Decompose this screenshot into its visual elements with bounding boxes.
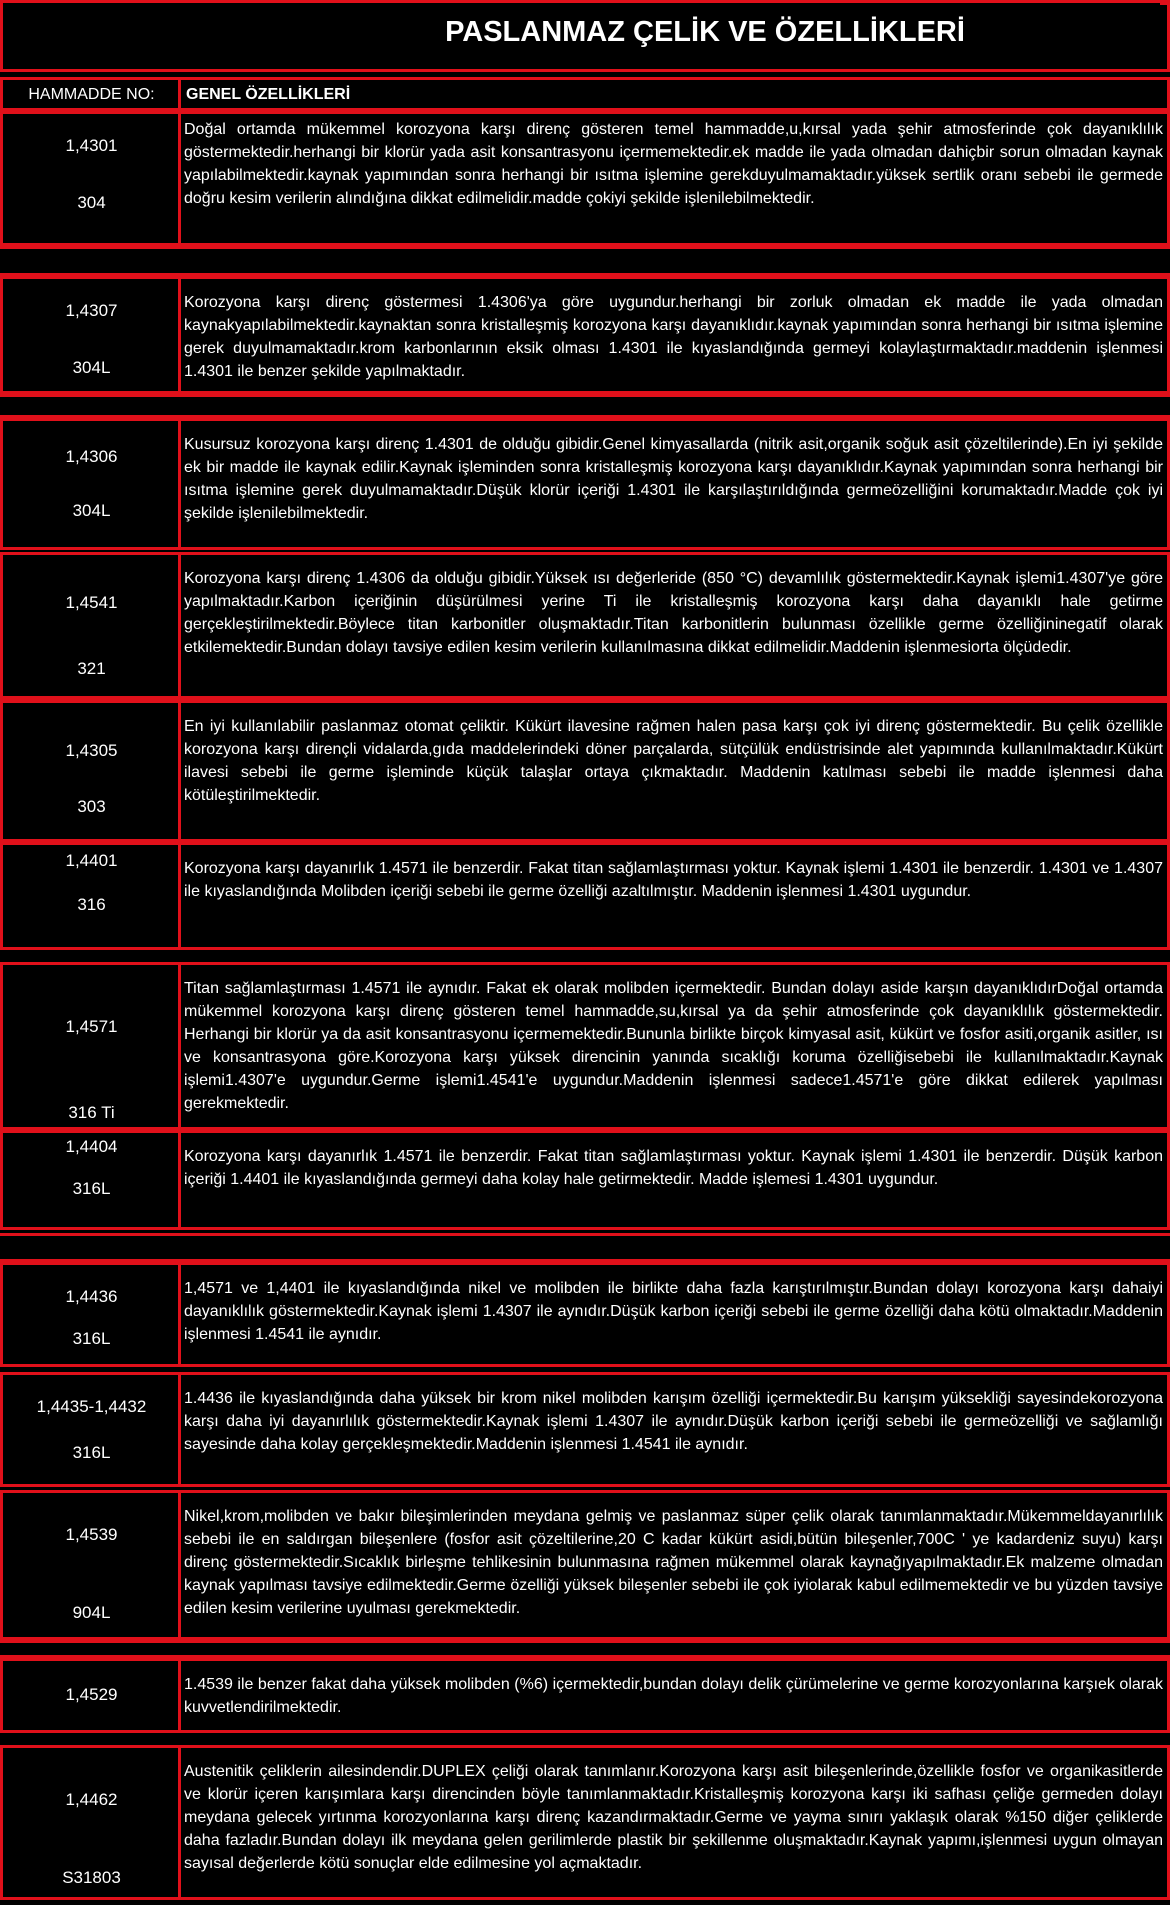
- material-code: 303: [77, 797, 106, 816]
- header-props-label: [178, 77, 1170, 111]
- row-separator: [0, 1640, 1170, 1658]
- material-code-cell: [0, 700, 183, 842]
- material-code-cell: [0, 1130, 183, 1230]
- material-description: En iyi kullanılabilir paslanmaz otomat çeliktir. Kükürt ilavesine rağmen halen pasa karşı çok iyi direnç göstermektedir. Bu çelik özellikle korozyona karşı dirençli vidalarda,gıda maddelerindeki döner parçalarda, sütçülük endüstrisinde alet yapımında kullanılmaktadır.Kükürt ilavesi sebebi ile germe işleminde küçük talaşlar ortaya çıkmaktadır. Maddenin katılması sebebi ile madde işlenmesi daha kötüleştirilmektedir.: [178, 700, 1170, 842]
- row-separator: [0, 394, 1170, 418]
- material-code: 1,4436: [65, 1287, 118, 1306]
- material-description: Korozyona karşı dayanırlık 1.4571 ile benzerdir. Fakat titan sağlamlaştırması yoktur. Kaynak işlemi 1.4301 ile benzerdir. Düşük karbon içeriği 1.4401 ile kıyaslandığında germeyi daha kolay hale getirmektedir. Madde işlemesi 1.4301 uygundur.: [178, 1130, 1170, 1230]
- material-code: 304L: [72, 358, 111, 377]
- material-code-cell: [0, 1262, 183, 1367]
- material-code: 1,4571: [65, 1017, 118, 1036]
- material-code-cell: [0, 111, 183, 246]
- material-code: 316: [77, 895, 106, 914]
- material-code: 316L: [72, 1329, 111, 1348]
- page-title: PASLANMAZ ÇELİK VE ÖZELLİKLERİ: [0, 0, 1170, 72]
- material-code-cell: [0, 842, 183, 950]
- material-code-cell: [0, 552, 183, 699]
- material-description: Doğal ortamda mükemmel korozyona karşı direnç gösteren temel hammadde,u,kırsal yada şehir atmosferinde çok dayanıklılık göstermektedir.herhangi bir klorür yada asit konsantrasyonu içermemektedir.ek madde ile yada olmadan dahiçbir sorun olmadan kaynak yapılabilmektedir.kaynak yapımından sonra herhangi bir ısıtma işlemine gerekduyulmamaktadır.yüksek sertlik oranı sebebi ile germede doğru kesim verilerin alındığına dikkat edilmelidir.madde çokiyi şekilde işlenilebilmektedir.: [178, 111, 1170, 246]
- material-description: Nikel,krom,molibden ve bakır bileşimlerinden meydana gelmiş ve paslanmaz süper çelik olarak tanımlanmaktadır.Mükemmeldayanırlılık sebebi ile en saldırgan bileşenlere (fosfor asit çözeltilerine,20 C kadar kükürt asidi,bütün bileşenler,700C ' ye kadardeniz suyu) karşı direnç göstermektedir.Sıcaklık birleşme tehlikesinin bulunmasına rağmen mükemmel olarak kaynağıyapılmaktadır.Ek malzeme olmadan kaynak yapılması tavsiye edilmektedir.Germe özelliği yüksek bileşenler sebebi ile çok iyiolarak kabul edilmemektedir ve bu yüzden tavsiye edilen kesim verilerine uyulması gerekmektedir.: [178, 1490, 1170, 1640]
- material-code: 316 Ti: [68, 1103, 115, 1122]
- material-code-cell: [0, 962, 183, 1130]
- material-description: Korozyona karşı direnç 1.4306 da olduğu gibidir.Yüksek ısı değerleride (850 °C) devamlılık göstermektedir.Kaynak işlemi1.4307'ye göre yapılmaktadır.Karbon içeriğinin düşürülmesi yerine Ti ile kristalleşmiş korozyona karşı daha dayanıklı hale getirme gerçekleştirilmektedir.Böylece titan karbonitler oluşmaktadır.Titan karbonitlerin bulunması özellikle germe özelliğininegatif olarak etkilemektedir.Bundan dolayı tavsiye edilen kesim verilerin kullanılmasına dikkat edilmelidir.Maddenin işlenmesiorta ölçüdedir.: [178, 552, 1170, 699]
- material-code-cell: [0, 276, 183, 394]
- material-description: Titan sağlamlaştırması 1.4571 ile aynıdır. Fakat ek olarak molibden içermektedir. Bundan dolayı aside karşın dayanıklıdırDoğal ortamda mükemmel korozyona karşı direnç gösteren temel hammadde,su,kırsal ya da şehir atmosferinde çok dayanıklılık göstermektedir. Herhangi bir klorür ya da asit konsantrasyonu içermemektedir.Bununla birlikte birçok kimyasal asit, kükürt ve fosfor asiti,organik asitler, ısı ve konsantrasyona göre.Korozyona karşı yüksek direncinin yanında sıcaklığı koruma özelliğisebebi ile kullanılmaktadır.Kaynak işlemi1.4307'e uygundur.Germe işlemi1.4541'e uygundur.Maddenin işlenmesi sadece1.4571'e göre dikkat edilerek yapılması gerekmektedir.: [178, 962, 1170, 1130]
- material-code: 1,4306: [65, 447, 118, 466]
- corner-mark: [1160, 0, 1170, 5]
- material-description: 1,4571 ve 1,4401 ile kıyaslandığında nikel ve molibden ile birlikte daha fazla karıştırılmıştır.Bundan dolayı korozyona karşı dahaiyi dayanıklılık göstermektedir.Kaynak işlemi 1.4307 ile aynıdır.Düşük karbon içeriği sebebi ile germe özelliği daha kötü olmaktadır.Maddenin işlenmesi 1.4541 ile aynıdır.: [178, 1262, 1170, 1367]
- material-code: 1,4539: [65, 1525, 118, 1544]
- material-code-cell: [0, 1658, 183, 1733]
- material-code: S31803: [62, 1868, 121, 1887]
- material-description: Korozyona karşı direnç göstermesi 1.4306'ya göre uygundur.herhangi bir zorluk olmadan ek madde ile yada olmadan kaynakyapılabilmektedir.kaynaktan sonra kristalleşmiş korozyona karşı dayanıklıdır.kaynak yapımından sonra herhangi bir ısıtma işlemine gerek duyulmamaktadır.krom karbonlarının eksik olması 1.4301 ile kıyaslandığında germeyi kolaylaştırmaktadır.maddenin işlenmesi 1.4301 ile benzer şekilde yapılmaktadır.: [178, 276, 1170, 394]
- header-code-label: HAMMADDE NO:: [0, 77, 183, 111]
- material-code: 1,4307: [65, 301, 118, 320]
- material-description: Korozyona karşı dayanırlık 1.4571 ile benzerdir. Fakat titan sağlamlaştırması yoktur. Kaynak işlemi 1.4301 ile benzerdir. 1.4301 ve 1.4307 ile kıyaslandığında Molibden içeriği sebebi ile germe özelliği azaltılmıştır. Maddenin işlenmesi 1.4301 uygundur.: [178, 842, 1170, 950]
- material-description: 1.4436 ile kıyaslandığında daha yüksek bir krom nikel molibden karışım özelliği içermektedir.Bu karışım yüksekliği sayesindekorozyona karşı daha iyi dayanırlılık göstermektedir.Kaynak işlemi 1.4307 ile aynıdır.Düşük karbon içeriği sebebi ile germeözelliği ve sağlamlığı sayesinde daha kolay gerçekleşmektedir.Maddenin işlenmesi 1.4541 ile aynıdır.: [178, 1372, 1170, 1487]
- material-code-cell: [0, 418, 183, 550]
- material-code: 304: [77, 193, 106, 212]
- material-description: Austenitik çeliklerin ailesindendir.DUPLEX çeliği olarak tanımlanır.Korozyona karşı asit bileşenlerinde,özellikle fosfor ve organikasitlerde ve klorür içeren karışımlara karşı direncinden böyle tanımlanmaktadır.Kristalleşmiş korozyona karşı iki safhası çeliğe germeden dolayı meydana gelecek yırtınma korozyonlarına karşı direnç kazandırmaktadır.Germe ve yayma sınırı yaklaşık olarak %150 diğer çeliklerde daha fazladır.Bundan dolayı ilk meydana gelen gerilimlerde plastik bir şekillenme oluşmaktadır.Kaynak yapımı,işlenmesi uygun olmayan sayısal değerlerde kötü sonuçlar elde edilmesine yol açmaktadır.: [178, 1745, 1170, 1900]
- material-code: 316L: [72, 1179, 111, 1198]
- material-code: 1,4529: [65, 1685, 118, 1704]
- material-code: 1,4404: [65, 1137, 118, 1156]
- material-code: 316L: [72, 1443, 111, 1462]
- material-code: 1,4541: [65, 593, 118, 612]
- material-code: 1,4301: [65, 136, 118, 155]
- row-separator: [0, 1233, 1170, 1262]
- material-code: 321: [77, 659, 106, 678]
- material-code: 1,4401: [65, 851, 118, 870]
- material-code-cell: [0, 1372, 183, 1487]
- material-code: 1,4305: [65, 741, 118, 760]
- row-separator: [0, 246, 1170, 276]
- material-code: 304L: [72, 501, 111, 520]
- material-code: 904L: [72, 1603, 111, 1622]
- material-description: 1.4539 ile benzer fakat daha yüksek molibden (%6) içermektedir,bundan dolayı delik çürümelerine ve germe korozyonlarına karşıek olarak kuvvetlendirilmektedir.: [178, 1658, 1170, 1733]
- material-code: 1,4435-1,4432: [36, 1397, 147, 1416]
- header-props-text: GENEL ÖZELLİKLERİ: [186, 86, 351, 103]
- material-code-cell: [0, 1490, 183, 1640]
- material-code-cell: [0, 1745, 183, 1900]
- material-description: Kusursuz korozyona karşı direnç 1.4301 de olduğu gibidir.Genel kimyasallarda (nitrik asit,organik soğuk asit çözeltilerinde).En iyi şekilde ek bir madde ile kaynak edilir.Kaynak işleminden sonra kristalleşmiş korozyona karşı dayanıklıdır.Kaynak yapımından sonra herhangi bir ısıtma işlemine gerek duyulmamaktadır.Düşük klorür içeriği 1.4301 ile karşılaştırıldığında germeözelliğini korumaktadır.Madde çok iyi şekilde işlenilebilmektedir.: [178, 418, 1170, 550]
- material-code: 1,4462: [65, 1790, 118, 1809]
